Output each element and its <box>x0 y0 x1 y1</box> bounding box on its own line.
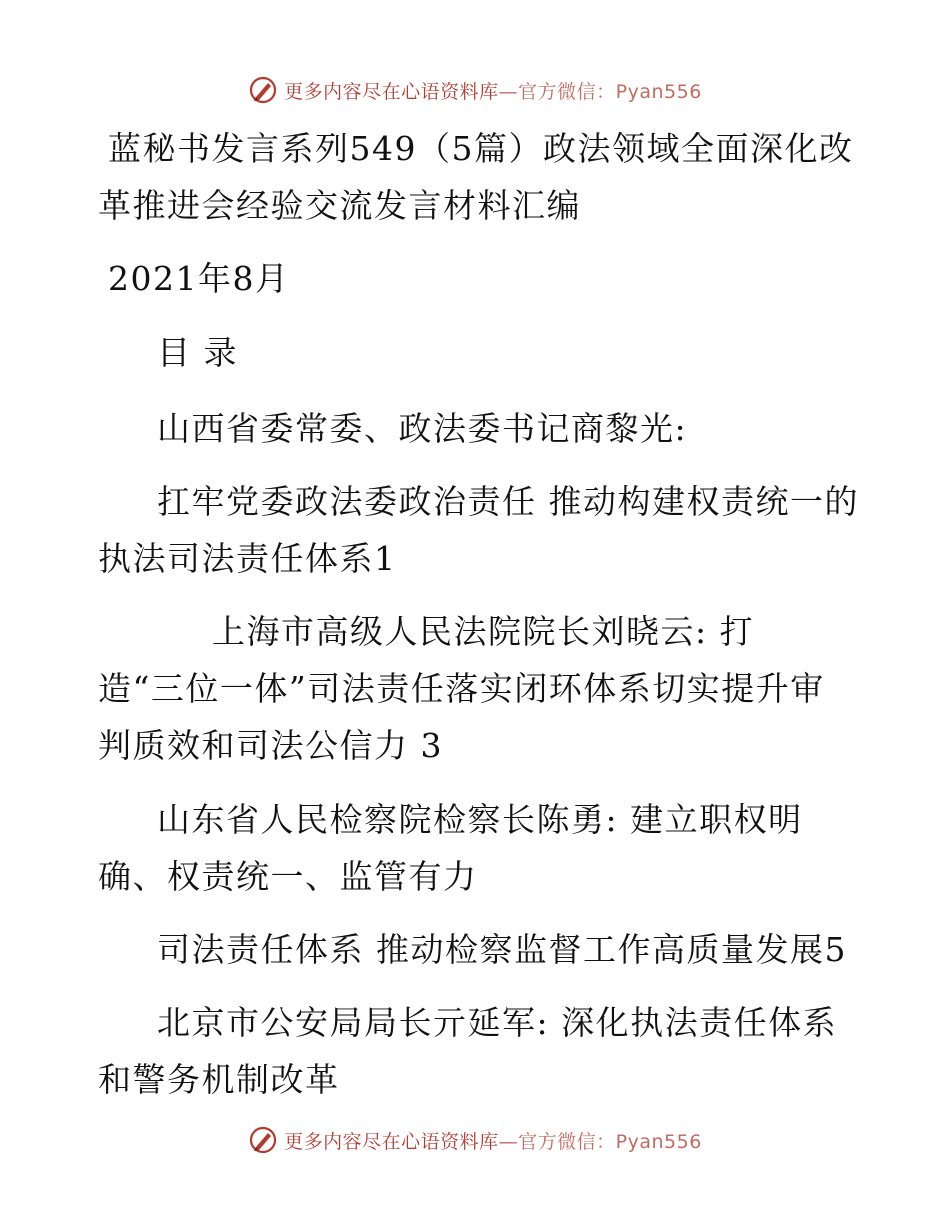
document-title-line-2: 革推进会经验交流发言材料汇编 <box>98 186 581 225</box>
watermark-suffix: —官方微信：Pyan556 <box>498 1130 702 1153</box>
toc-entry-line: 和警务机制改革 <box>98 1060 340 1099</box>
watermark-prefix: 更多内容尽在心语资料库 <box>284 80 499 103</box>
toc-entry-line: 北京市公安局局长亓延军: 深化执法责任体系 <box>157 1003 838 1042</box>
toc-entry-line: 司法责任体系 推动检察监督工作高质量发展5 <box>157 930 847 969</box>
watermark-suffix: —官方微信：Pyan556 <box>498 80 702 103</box>
watermark-text <box>284 77 702 104</box>
watermark-prefix: 更多内容尽在心语资料库 <box>284 1130 499 1153</box>
toc-entry-line: 造“三位一体”司法责任落实闭环体系切实提升审 <box>98 669 825 708</box>
toc-entry-line: 上海市高级人民法院院长刘晓云: 打 <box>212 612 755 651</box>
toc-entry-line: 山西省委常委、政法委书记商黎光: <box>157 409 688 448</box>
pen-logo-icon <box>248 1125 278 1155</box>
document-date: 2021年8月 <box>108 259 290 298</box>
watermark-text <box>284 1127 702 1154</box>
toc-entry-line: 判质效和司法公信力 3 <box>98 726 443 765</box>
footer-watermark-banner <box>0 1122 950 1158</box>
header-watermark-banner <box>0 72 950 108</box>
document-title-line-1: 蓝秘书发言系列549（5篇）政法领域全面深化改 <box>108 129 854 168</box>
toc-entry-line: 执法司法责任体系1 <box>98 539 397 578</box>
toc-entry-line: 山东省人民检察院检察长陈勇: 建立职权明 <box>157 800 803 839</box>
pen-logo-icon <box>248 75 278 105</box>
toc-entry-line: 扛牢党委政法委政治责任 推动构建权责统一的 <box>157 482 859 521</box>
toc-entry-line: 确、权责统一、监管有力 <box>98 857 478 896</box>
toc-heading: 目 录 <box>157 333 238 372</box>
